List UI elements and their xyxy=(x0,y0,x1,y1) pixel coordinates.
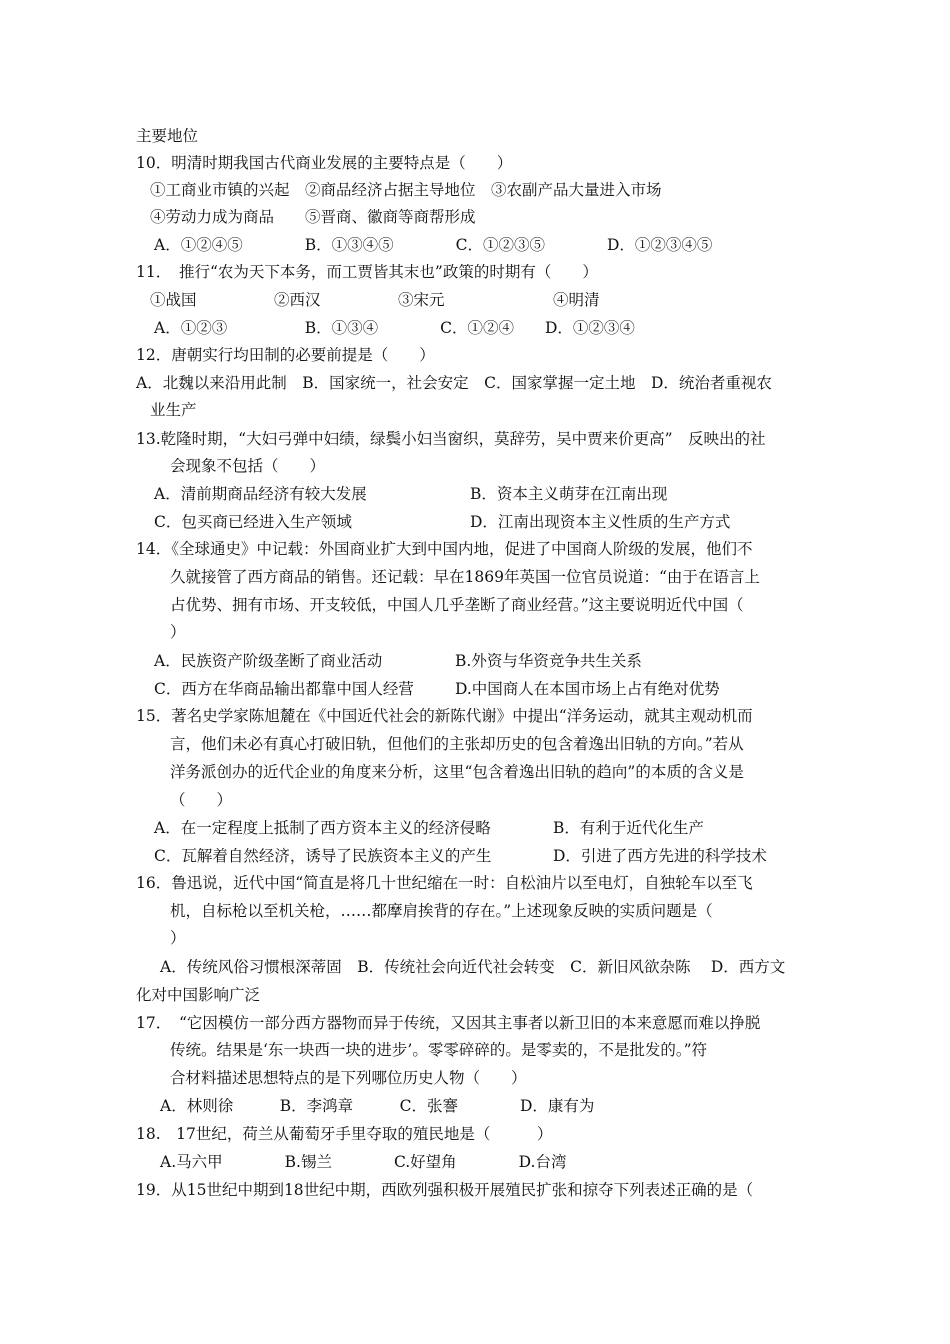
question-19: 19．从15世纪中期到18世纪中期，西欧列强积极开展殖民扩张和掠夺下列表述正确的是（ xyxy=(136,1181,754,1199)
question-15-option-d: D．引进了西方先进的科学技术 xyxy=(553,847,767,865)
question-15: 15．著名史学家陈旭麓在《中国近代社会的新陈代谢》中提出“洋务运动，就其主观动机而 xyxy=(136,707,753,725)
question-15: 言，他们未必有真心打破旧轨，但他们的主张却历史的包含着逸出旧轨的方向。”若从 xyxy=(170,735,744,753)
question-13-option-a: A．清前期商品经济有较大发展 xyxy=(154,485,367,503)
question-16-options: 化对中国影响广泛 xyxy=(136,986,261,1004)
question-10-items: ④劳动力成为商品 ⑤晋商、徽商等商帮形成 xyxy=(150,208,476,226)
question-10-items: ①工商业市镇的兴起 ②商品经济占据主导地位 ③农副产品大量进入市场 xyxy=(150,181,662,199)
question-14: 占优势、拥有市场、开支较低，中国人几乎垄断了商业经营。”这主要说明近代中国（ xyxy=(170,596,744,614)
question-16: 16．鲁迅说，近代中国“简直是将几十世纪缩在一时：自松油片以至电灯，自独轮车以至飞 xyxy=(136,874,753,892)
question-15-option-b: B．有利于近代化生产 xyxy=(553,819,704,837)
question-13-option-d: D．江南出现资本主义性质的生产方式 xyxy=(470,513,731,531)
question-15: （ ） xyxy=(170,791,233,809)
question-13: 13.乾隆时期，“大妇弓弹中妇绩，绿鬓小妇当窗织，莫辞劳，吴中贾来价更高” 反映出的社 xyxy=(136,430,766,448)
question-14-option-b: B.外资与华资竞争共生关系 xyxy=(455,652,642,670)
question-10: 10．明清时期我国古代商业发展的主要特点是（ ） xyxy=(136,154,513,172)
question-17-options: A．林则徐 B．李鸿章 C．张謇 D．康有为 xyxy=(160,1097,595,1115)
question-14-option-d: D.中国商人在本国市场上占有绝对优势 xyxy=(455,680,720,698)
question-12: 12．唐朝实行均田制的必要前提是（ ） xyxy=(136,346,435,364)
question-14-option-c: C．西方在华商品输出都靠中国人经营 xyxy=(154,680,414,698)
question-15-option-c: C．瓦解着自然经济，诱导了民族资本主义的产生 xyxy=(154,847,492,865)
question-11: 11． 推行“农为天下本务，而工贾皆其末也”政策的时期有（ ） xyxy=(136,263,598,281)
question-13: 会现象不包括（ ） xyxy=(170,457,326,475)
question-10-options: A．①②④⑤ B．①③④⑤ C．①②③⑤ D．①②③④⑤ xyxy=(154,236,713,254)
question-14: 久就接管了西方商品的销售。还记载：早在1869年英国一位官员说道：“由于在语言上 xyxy=(170,568,760,586)
question-11-items: ①战国 ②西汉 ③宋元 ④明清 xyxy=(150,291,600,309)
question-14-option-a: A．民族资产阶级垄断了商业活动 xyxy=(154,652,383,670)
question-15-option-a: A．在一定程度上抵制了西方资本主义的经济侵略 xyxy=(154,819,491,837)
question-16: 机，自标枪以至机关枪，……都摩肩挨背的存在。”上述现象反映的实质问题是（ xyxy=(170,902,713,920)
question-14: ） xyxy=(170,623,186,641)
question-17: 合材料描述思想特点的是下列哪位历史人物（ ） xyxy=(170,1069,527,1087)
question-15: 洋务派创办的近代企业的角度来分析，这里“包含着逸出旧轨的趋向”的本质的含义是 xyxy=(170,763,744,781)
question-11-options: A．①②③ B．①③④ C．①②④ D．①②③④ xyxy=(154,319,635,337)
question-12-options: 业生产 xyxy=(150,401,197,419)
question-14: 14．《全球通史》中记载：外国商业扩大到中国内地，促进了中国商人阶级的发展，他们不 xyxy=(136,540,753,558)
question-17: 17． “它因模仿一部分西方器物而异于传统，又因其主事者以新卫旧的本来意愿而难以挣脱 xyxy=(136,1014,761,1032)
question-16: ） xyxy=(170,929,186,947)
question-16-options: A．传统风俗习惯根深蒂固 B．传统社会向近代社会转变 C．新旧风欲杂陈 D．西方文 xyxy=(160,958,786,976)
question-12-options: A．北魏以来沿用此制 B．国家统一，社会安定 C．国家掌握一定土地 D．统治者重视农 xyxy=(136,374,772,392)
text-line: 主要地位 xyxy=(136,127,199,145)
question-13-option-c: C．包买商已经进入生产领域 xyxy=(154,513,352,531)
question-17: 传统。结果是‘东一块西一块的进步’。零零碎碎的。是零卖的，不是批发的。”符 xyxy=(170,1041,708,1059)
question-18: 18. 17世纪，荷兰从葡萄牙手里夺取的殖民地是（ ） xyxy=(136,1125,553,1143)
question-13-option-b: B．资本主义萌芽在江南出现 xyxy=(470,485,668,503)
question-18-options: A.马六甲 B.锡兰 C.好望角 D.台湾 xyxy=(160,1153,567,1171)
